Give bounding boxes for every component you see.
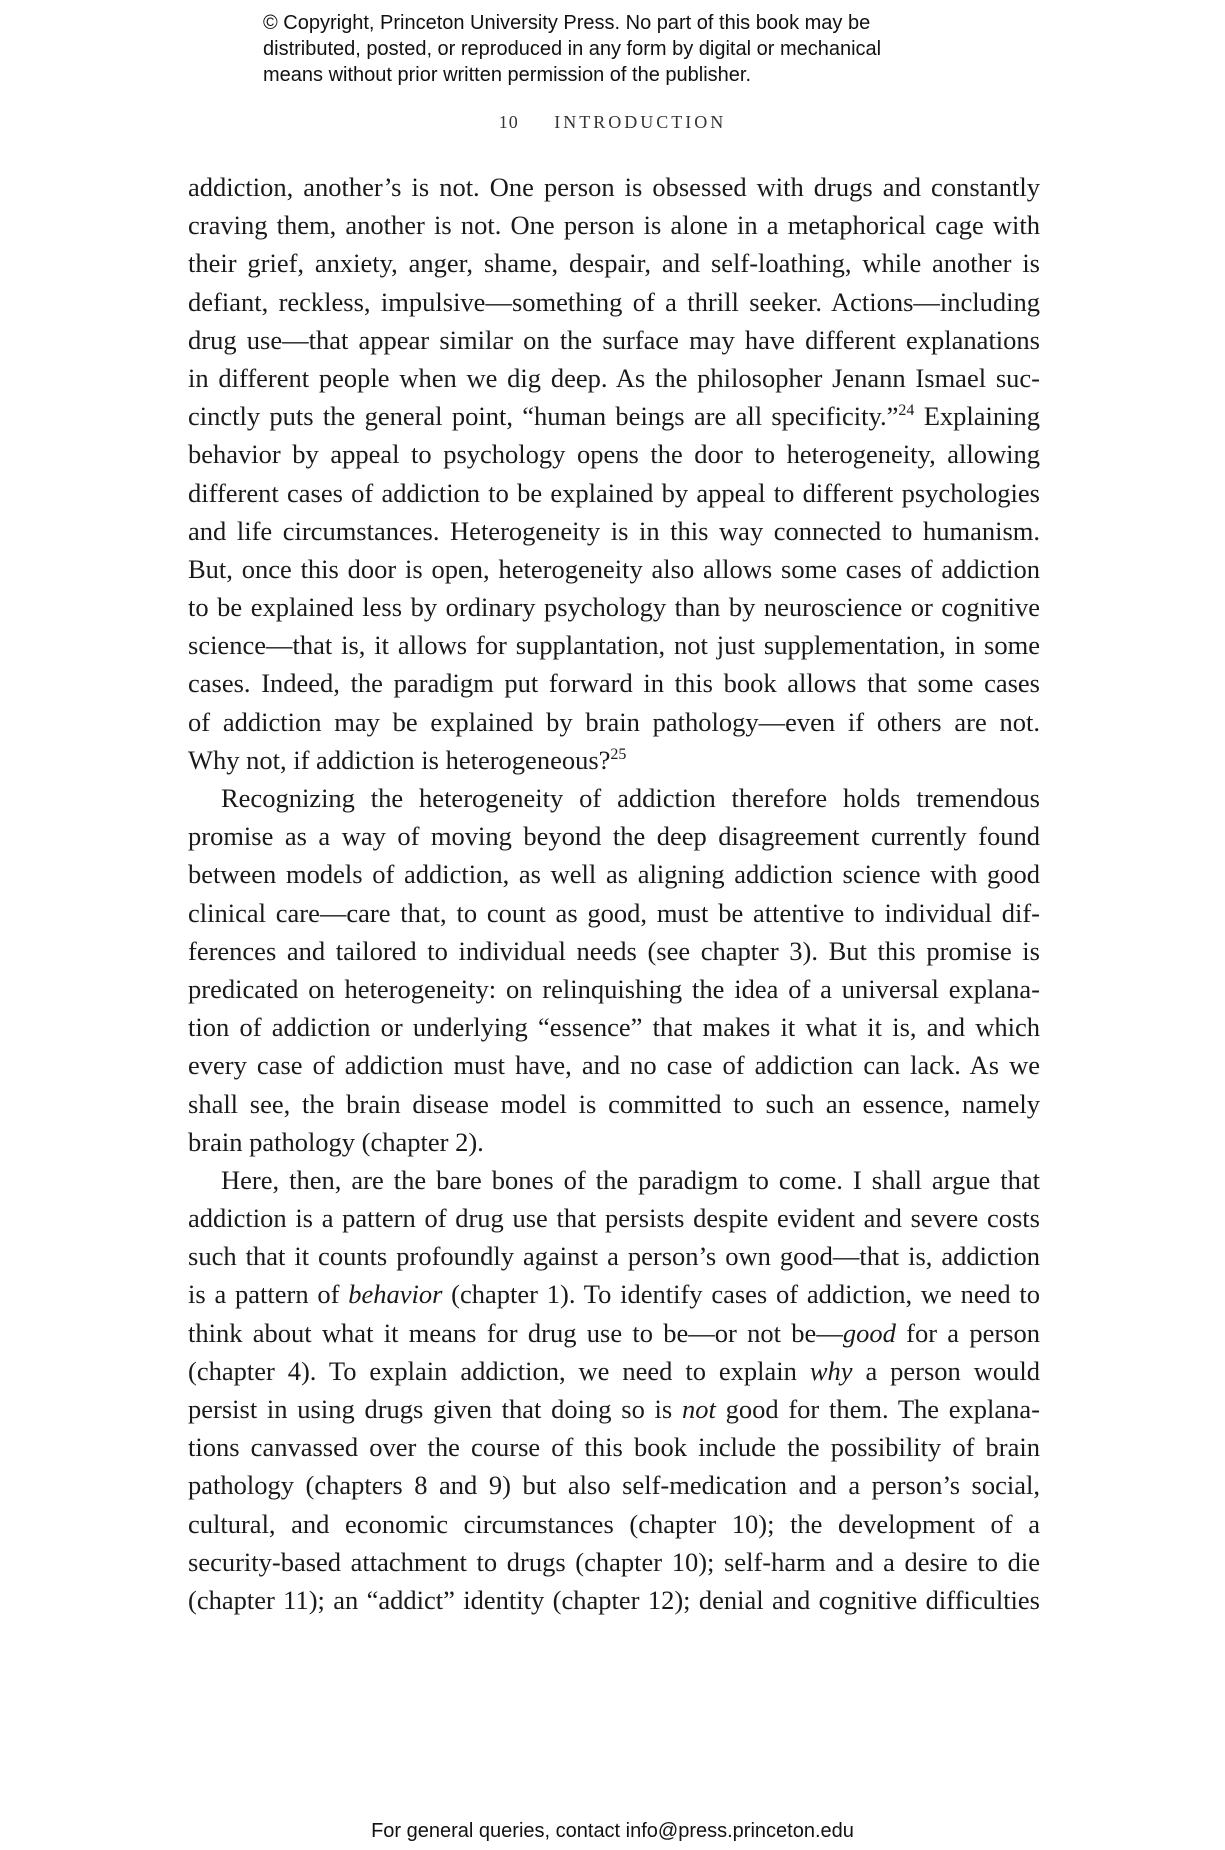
line-text: addiction, another’s is not. One person is obsessed with drugs and constantly: [188, 172, 1040, 202]
copyright-line: distributed, posted, or reproduced in any form by digital or mechanical: [263, 38, 882, 60]
line-text: behavior by appeal to psychology opens the door to heterogeneity, allowing: [188, 439, 1040, 470]
line-text: craving them, another is not. One person is alone in a metaphorical cage with: [188, 210, 1040, 241]
text-line: [188, 1046, 1040, 1084]
running-head-title: INTRODUCTION: [554, 112, 727, 132]
line-text: tions canvassed over the course of this book include the possibility of brain: [188, 1432, 1040, 1463]
line-text: of addiction may be explained by brain pathology—even if others are not.: [188, 706, 1040, 737]
text-line: [188, 1161, 1040, 1199]
line-text: promise as a way of moving beyond the deep disagreement currently found: [188, 821, 1040, 852]
text-line: [188, 1008, 1040, 1046]
text-line: [188, 1390, 1040, 1428]
line-text: predicated on heterogeneity: on relinquishing the idea of a universal explana-: [188, 973, 1040, 1004]
text-line: [188, 168, 1040, 206]
text-line: [188, 283, 1040, 321]
text-line: [188, 1275, 1040, 1313]
line-text: Why not, if addiction is heterogeneous?: [188, 744, 611, 775]
text-line: [188, 321, 1040, 359]
line-text-continued: (chapter 1). To identify cases of addiction, we need to: [442, 1279, 1040, 1310]
line-text: science—that is, it allows for supplantation, not just supplementation, in some: [188, 630, 1040, 661]
line-text-continued: for a person: [895, 1317, 1040, 1348]
line-text: to be explained less by ordinary psychology than by neuroscience or cognitive: [188, 592, 1040, 623]
text-line: [188, 359, 1040, 397]
text-line: [188, 435, 1040, 473]
text-line: [188, 970, 1040, 1008]
line-text: cinctly puts the general point, “human beings are all specificity.”: [188, 401, 899, 432]
line-text: persist in using drugs given that doing so is: [188, 1394, 682, 1424]
text-line: [188, 206, 1040, 244]
line-text: Here, then, are the bare bones of the paradigm to come. I shall argue that: [221, 1164, 1040, 1195]
running-head: [0, 112, 1225, 133]
copyright-notice: [263, 10, 1023, 88]
text-line: [188, 1543, 1040, 1581]
text-line: [188, 817, 1040, 855]
line-text: security-based attachment to drugs (chapter 10); self-harm and a desire to die: [188, 1546, 1040, 1577]
line-text: But, once this door is open, heterogeneity also allows some cases of addiction: [188, 553, 1040, 584]
line-text: every case of addiction must have, and no case of addiction can lack. As we: [188, 1050, 1040, 1081]
text-line: [188, 1428, 1040, 1466]
line-text: shall see, the brain disease model is committed to such an essence, namely: [188, 1088, 1040, 1119]
text-line: [188, 779, 1040, 817]
text-line: [188, 474, 1040, 512]
footnote-marker[interactable]: 24: [898, 402, 915, 420]
line-text-continued: Explaining: [914, 401, 1040, 432]
line-text-continued: a person would: [852, 1355, 1040, 1386]
text-line: [188, 397, 1040, 435]
line-text: Recognizing the heterogeneity of addiction therefore holds tremendous: [221, 783, 1040, 813]
line-text: and life circumstances. Heterogeneity is in this way connected to humanism.: [188, 515, 1040, 546]
line-text: such that it counts profoundly against a person’s own good—that is, addiction: [188, 1241, 1040, 1272]
emphasis: not: [681, 1394, 716, 1424]
text-line: [188, 1352, 1040, 1390]
line-text: (chapter 11); an “addict” identity (chapter 12); denial and cognitive difficulties: [188, 1584, 1040, 1615]
line-text: ferences and tailored to individual needs (see chapter 3). But this promise is: [188, 935, 1040, 966]
copyright-line: © Copyright, Princeton University Press. No part of this book may be: [263, 12, 871, 34]
text-line: [188, 1314, 1040, 1352]
text-line: [188, 550, 1040, 588]
text-line: [188, 855, 1040, 893]
text-line: [188, 1123, 1040, 1161]
line-text: drug use—that appear similar on the surface may have different explanations: [188, 324, 1040, 355]
text-line: [188, 244, 1040, 282]
line-text: different cases of addiction to be explained by appeal to different psychologies: [188, 477, 1040, 508]
line-text: in different people when we dig deep. As the philosopher Jenann Ismael suc-: [188, 362, 1040, 393]
line-text: clinical care—care that, to count as good, must be attentive to individual dif-: [188, 897, 1040, 928]
text-line: [188, 588, 1040, 626]
text-line: [188, 741, 1040, 779]
line-text: (chapter 4). To explain addiction, we need to explain: [188, 1355, 810, 1386]
line-text: brain pathology (chapter 2).: [188, 1126, 484, 1157]
text-line: [188, 512, 1040, 550]
text-line: [188, 932, 1040, 970]
line-text: cases. Indeed, the paradigm put forward in this book allows that some cases: [188, 668, 1040, 699]
page-number: 10: [498, 112, 519, 132]
emphasis: behavior: [348, 1279, 443, 1310]
emphasis: why: [809, 1355, 853, 1386]
line-text: tion of addiction or underlying “essence” that makes it what it is, and which: [188, 1012, 1040, 1043]
footnote-marker[interactable]: 25: [610, 745, 627, 763]
line-text: think about what it means for drug use to be—or not be—: [188, 1317, 843, 1348]
emphasis: good: [842, 1317, 896, 1348]
body-text: [188, 168, 1040, 1619]
line-text: defiant, reckless, impulsive—something of a thrill seeker. Actions—including: [188, 286, 1040, 317]
text-line: [188, 664, 1040, 702]
text-line: [188, 1199, 1040, 1237]
text-line: [188, 1505, 1040, 1543]
line-text: pathology (chapters 8 and 9) but also self-medication and a person’s social,: [188, 1470, 1040, 1501]
text-line: [188, 1085, 1040, 1123]
line-text-continued: good for them. The explana-: [715, 1394, 1040, 1424]
line-text: addiction is a pattern of drug use that persists despite evident and severe costs: [188, 1203, 1040, 1234]
text-line: [188, 1237, 1040, 1275]
copyright-line: means without prior written permission of the publisher.: [263, 64, 752, 86]
footer-contact: For general queries, contact info@press.princeton.edu: [371, 1820, 854, 1842]
line-text: their grief, anxiety, anger, shame, despair, and self-loathing, while another is: [188, 248, 1040, 279]
line-text: cultural, and economic circumstances (chapter 10); the development of a: [188, 1508, 1040, 1539]
line-text: is a pattern of: [188, 1279, 349, 1310]
text-line: [188, 1581, 1040, 1619]
text-line: [188, 894, 1040, 932]
text-line: [188, 703, 1040, 741]
text-line: [188, 1466, 1040, 1504]
text-line: [188, 626, 1040, 664]
line-text: between models of addiction, as well as aligning addiction science with good: [188, 859, 1040, 890]
